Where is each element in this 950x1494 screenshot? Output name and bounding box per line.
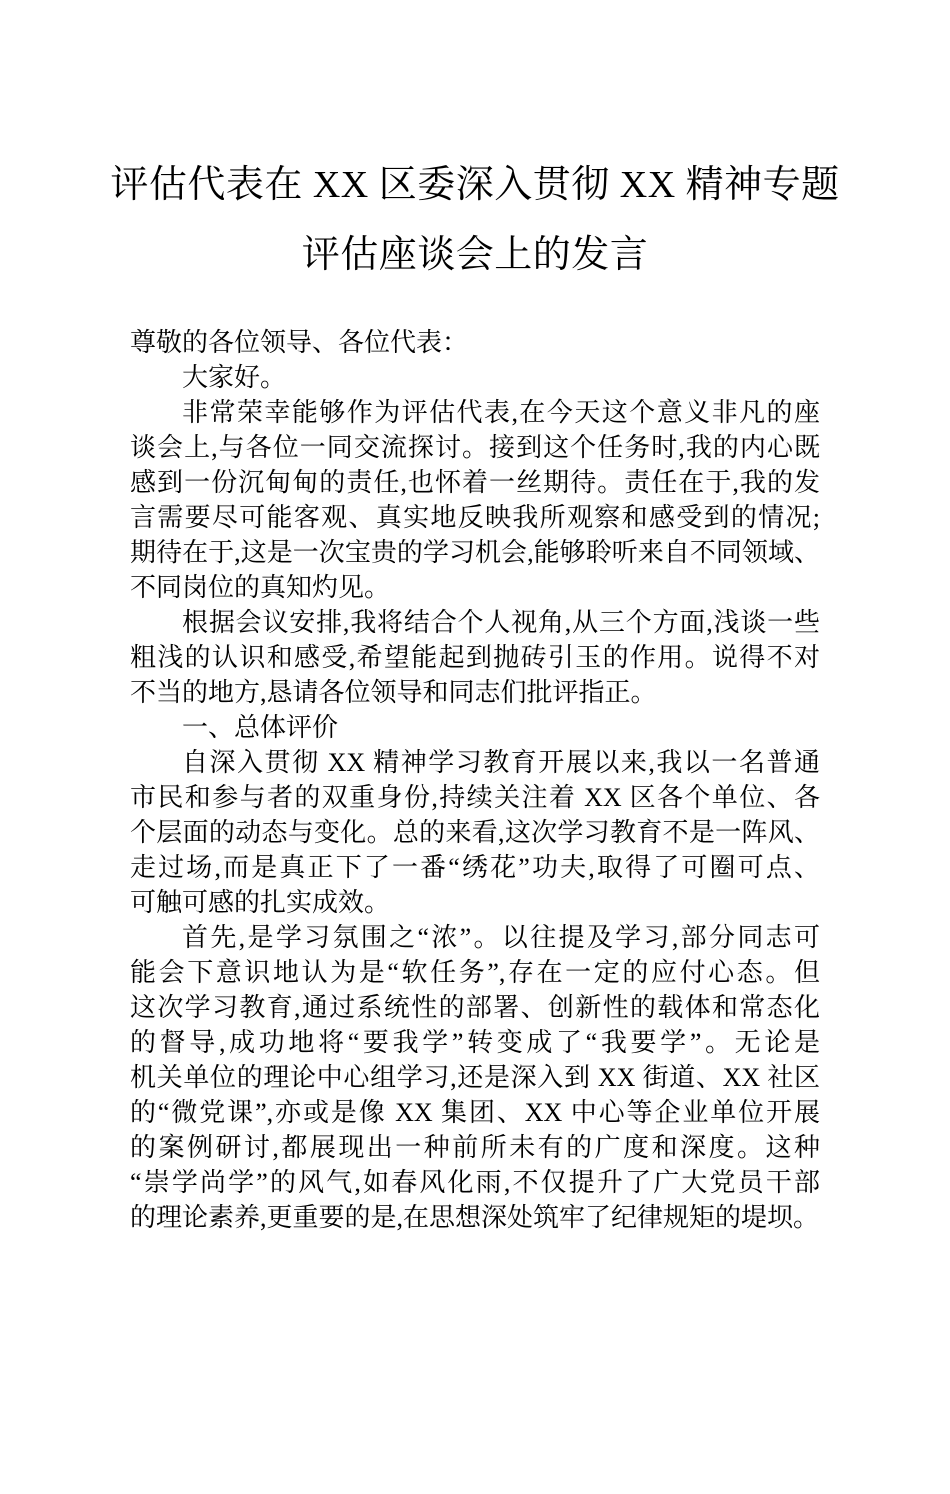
paragraph (130, 920, 820, 1235)
text-line: 能会下意识地认为是“软任务”,存在一定的应付心态。但 (130, 958, 820, 987)
text-line: 的督导,成功地将“要我学”转变成了“我要学”。无论是 (130, 1028, 820, 1057)
text-line: 粗浅的认识和感受,希望能起到抛砖引玉的作用。说得不对 (130, 643, 820, 672)
text-line: 期待在于,这是一次宝贵的学习机会,能够聆听来自不同领域、 (130, 538, 820, 567)
text-line: 个层面的动态与变化。总的来看,这次学习教育不是一阵风、 (130, 818, 820, 847)
text-line: 首先,是学习氛围之“浓”。以往提及学习,部分同志可 (182, 923, 820, 952)
text-line: 的案例研讨,都展现出一种前所未有的广度和深度。这种 (130, 1133, 820, 1162)
paragraph (130, 745, 820, 920)
text-line: 走过场,而是真正下了一番“绣花”功夫,取得了可圈可点、 (130, 853, 820, 882)
text-line: 的“微党课”,亦或是像 XX 集团、XX 中心等企业单位开展 (130, 1098, 820, 1127)
paragraph (130, 325, 820, 360)
text-line: 市民和参与者的双重身份,持续关注着 XX 区各个单位、各 (130, 783, 820, 812)
text-line: 不当的地方,恳请各位领导和同志们批评指正。 (130, 678, 657, 707)
text-line: 尊敬的各位领导、各位代表： (130, 328, 469, 357)
paragraph (130, 710, 820, 745)
text-line: 根据会议安排,我将结合个人视角,从三个方面,浅谈一些 (182, 608, 820, 637)
text-line: 非常荣幸能够作为评估代表,在今天这个意义非凡的座 (182, 398, 820, 427)
text-line: “崇学尚学”的风气,如春风化雨,不仅提升了广大党员干部 (130, 1168, 820, 1197)
document-page (0, 150, 950, 1494)
paragraph (130, 395, 820, 605)
text-line: 机关单位的理论中心组学习,还是深入到 XX 街道、XX 社区 (130, 1063, 820, 1092)
title-line: 评估座谈会上的发言 (301, 234, 649, 276)
text-line: 谈会上,与各位一同交流探讨。接到这个任务时,我的内心既 (130, 433, 820, 462)
document-title (0, 150, 950, 290)
text-line: 感到一份沉甸甸的责任,也怀着一丝期待。责任在于,我的发 (130, 468, 820, 497)
paragraph (130, 605, 820, 710)
text-line: 一、总体评价 (182, 713, 339, 742)
text-line: 大家好。 (182, 363, 287, 392)
text-line: 的理论素养,更重要的是,在思想深处筑牢了纪律规矩的堤坝。 (130, 1203, 820, 1232)
paragraph (130, 360, 820, 395)
text-line: 不同岗位的真知灼见。 (130, 573, 391, 602)
title-line: 评估代表在 XX 区委深入贯彻 XX 精神专题 (110, 164, 840, 206)
document-body (130, 325, 820, 1235)
text-line: 言需要尽可能客观、真实地反映我所观察和感受到的情况; (130, 503, 820, 532)
text-line: 自深入贯彻 XX 精神学习教育开展以来,我以一名普通 (182, 748, 820, 777)
text-line: 这次学习教育,通过系统性的部署、创新性的载体和常态化 (130, 993, 820, 1022)
text-line: 可触可感的扎实成效。 (130, 888, 391, 917)
